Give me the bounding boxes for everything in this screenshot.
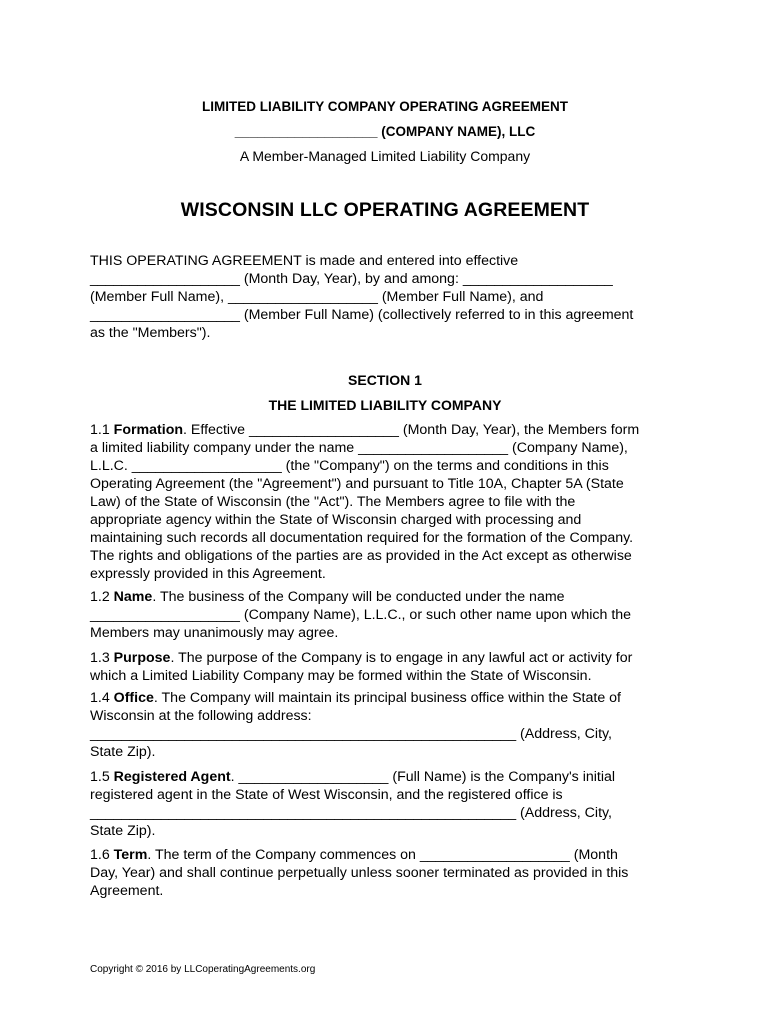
text-line: ______________________________________________________ (Address, City, (90, 805, 612, 821)
text-line: ___________________ (Company Name), L.L.C., or such other name upon which the (90, 607, 632, 623)
clause-number: 1.1 (90, 422, 114, 438)
text-line: The rights and obligations of the parties are as provided in the Act except as otherwise (90, 548, 632, 564)
document-title: WISCONSIN LLC OPERATING AGREEMENT (180, 199, 590, 221)
text-line: maintaining such records all documentation required for the formation of the Company. (90, 530, 634, 546)
clause-number: 1.2 (90, 589, 114, 605)
text-line: State Zip). (90, 744, 156, 760)
intro-paragraph (90, 252, 682, 342)
clause-label: Registered Agent (113, 769, 231, 785)
text-line: which a Limited Liability Company may be formed within the State of Wisconsin. (90, 668, 592, 684)
text-line: ______________________________________________________ (Address, City, (90, 726, 612, 742)
text-line: . The purpose of the Company is to engage in any lawful act or activity for (170, 650, 633, 666)
clause-number: 1.5 (90, 769, 114, 785)
text-line: THIS OPERATING AGREEMENT is made and entered into effective (90, 253, 519, 269)
text-line: . The Company will maintain its principal business office within the State of (153, 690, 621, 706)
text-line: Members may unanimously may agree. (90, 625, 339, 641)
clause-number: 1.3 (90, 650, 114, 666)
text-line: expressly provided in this Agreement. (90, 566, 326, 582)
text-line: Operating Agreement (the "Agreement") and pursuant to Title 10A, Chapter 5A (State (90, 476, 624, 492)
clause-label: Term (113, 847, 148, 863)
text-line: (Member Full Name), ___________________ (Member Full Name), and (90, 289, 544, 305)
header-company-name-line: ___________________ (COMPANY NAME), LLC (234, 124, 536, 139)
clause-1-6-term (90, 846, 682, 900)
clause-label: Purpose (113, 650, 171, 666)
section-number: SECTION 1 (348, 372, 422, 388)
text-line: L.L.C. ___________________ (the "Company") on the terms and conditions in this (90, 458, 609, 474)
clause-number: 1.6 (90, 847, 114, 863)
text-line: registered agent in the State of West Wisconsin, and the registered office is (90, 787, 563, 803)
text-line: as the "Members"). (90, 325, 211, 341)
clause-1-1-formation (90, 421, 682, 583)
clause-number: 1.4 (90, 690, 114, 706)
text-line: ___________________ (Member Full Name) (collectively referred to in this agreement (90, 307, 634, 323)
header-line-1: LIMITED LIABILITY COMPANY OPERATING AGREEMENT (201, 99, 568, 114)
text-line: . Effective ___________________ (Month Day, Year), the Members form (183, 422, 640, 438)
clause-1-3-purpose (90, 649, 682, 685)
section-title: THE LIMITED LIABILITY COMPANY (268, 397, 502, 413)
text-line: . The term of the Company commences on ___________________ (Month (147, 847, 618, 863)
text-line: Law) of the State of Wisconsin (the "Act"). The Members agree to file with the (90, 494, 576, 510)
text-line: ___________________ (Month Day, Year), by and among: ___________________ (90, 271, 613, 287)
header-subtitle: A Member-Managed Limited Liability Company (239, 148, 531, 164)
copyright-footer: Copyright © 2016 by LLCoperatingAgreements.org (90, 964, 316, 975)
clause-label: Formation (113, 422, 184, 438)
clause-1-2-name (90, 588, 682, 642)
clause-label: Name (113, 589, 153, 605)
text-line: Wisconsin at the following address: (90, 708, 312, 724)
text-line: a limited liability company under the name ___________________ (Company Name), (90, 440, 628, 456)
clause-1-5-registered-agent (90, 768, 682, 840)
text-line: . ___________________ (Full Name) is the Company's initial (230, 769, 616, 785)
text-line: . The business of the Company will be conducted under the name (152, 589, 565, 605)
text-line: Agreement. (90, 883, 164, 899)
text-line: Day, Year) and shall continue perpetually unless sooner terminated as provided in this (90, 865, 629, 881)
clause-label: Office (113, 690, 154, 706)
text-line: State Zip). (90, 823, 156, 839)
text-line: appropriate agency within the State of Wisconsin charged with processing and (90, 512, 582, 528)
clause-1-4-office (90, 689, 682, 761)
